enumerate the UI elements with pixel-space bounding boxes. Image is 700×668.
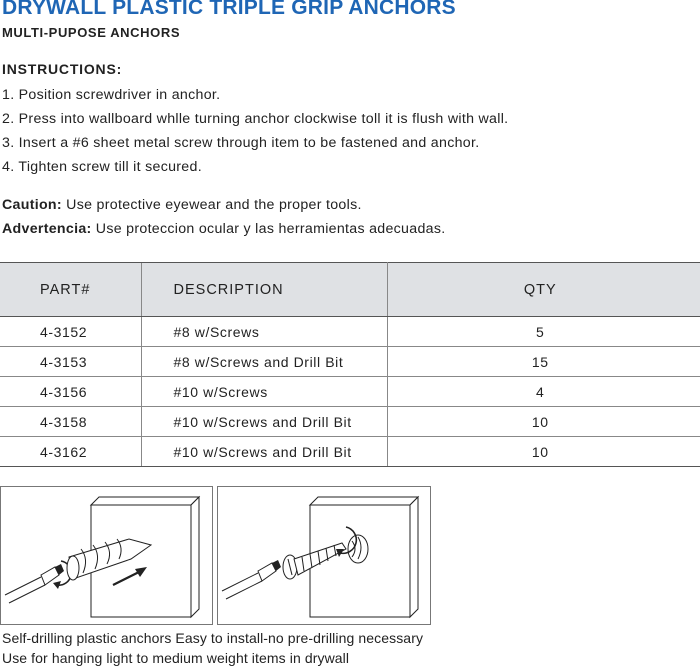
advertencia-text: Use proteccion ocular y las herramientas adecuadas.	[91, 221, 446, 237]
instruction-step: 3. Insert a #6 sheet metal screw through item to be fastened and anchor.	[2, 135, 480, 151]
caution-text: Use protective eyewear and the proper tools.	[61, 197, 362, 213]
table-row	[0, 317, 700, 347]
instruction-step: 4. Tighten screw till it secured.	[2, 159, 202, 175]
cell-qty: 15	[387, 347, 700, 377]
cell-description: #8 w/Screws and Drill Bit	[141, 347, 387, 377]
caution-english	[2, 193, 445, 217]
product-subtitle: MULTI-PUPOSE ANCHORS	[2, 25, 181, 40]
cell-part: 4-3153	[0, 347, 141, 377]
caution-block	[2, 193, 445, 241]
cell-qty: 10	[387, 407, 700, 437]
table-row	[0, 377, 700, 407]
table-row	[0, 347, 700, 377]
footer-line: Self-drilling plastic anchors Easy to install-no pre-drilling necessary	[2, 630, 424, 646]
table-row	[0, 407, 700, 437]
product-notes	[2, 628, 423, 668]
instruction-step: 2. Press into wallboard whlle turning anchor clockwise toll it is flush with wall.	[2, 111, 509, 127]
cell-description: #10 w/Screws	[141, 377, 387, 407]
caution-spanish	[2, 217, 445, 241]
cell-part: 4-3152	[0, 317, 141, 347]
table-header-row	[0, 263, 700, 317]
caution-label: Caution:	[2, 197, 62, 213]
instructions-heading: INSTRUCTIONS:	[2, 61, 123, 77]
cell-description: #8 w/Screws	[141, 317, 387, 347]
table-row	[0, 437, 700, 467]
cell-description: #10 w/Screws and Drill Bit	[141, 407, 387, 437]
instruction-step: 1. Position screwdriver in anchor.	[2, 87, 221, 103]
cell-description: #10 w/Screws and Drill Bit	[141, 437, 387, 467]
parts-table	[0, 262, 700, 467]
column-header-part: PART#	[0, 263, 141, 317]
cell-part: 4-3156	[0, 377, 141, 407]
column-header-description: DESCRIPTION	[141, 263, 387, 317]
cell-qty: 5	[387, 317, 700, 347]
install-illustration-screw	[217, 486, 431, 625]
cell-part: 4-3158	[0, 407, 141, 437]
product-title: DRYWALL PLASTIC TRIPLE GRIP ANCHORS	[2, 0, 456, 19]
instructions-list	[2, 83, 508, 179]
anchor-install-drawing	[1, 487, 212, 624]
cell-qty: 10	[387, 437, 700, 467]
column-header-qty: QTY	[387, 263, 700, 317]
cell-part: 4-3162	[0, 437, 141, 467]
advertencia-label: Advertencia:	[2, 221, 92, 237]
screw-install-drawing	[218, 487, 430, 624]
cell-qty: 4	[387, 377, 700, 407]
footer-line: Use for hanging light to medium weight items in drywall	[2, 650, 350, 666]
install-illustration-anchor	[0, 486, 213, 625]
